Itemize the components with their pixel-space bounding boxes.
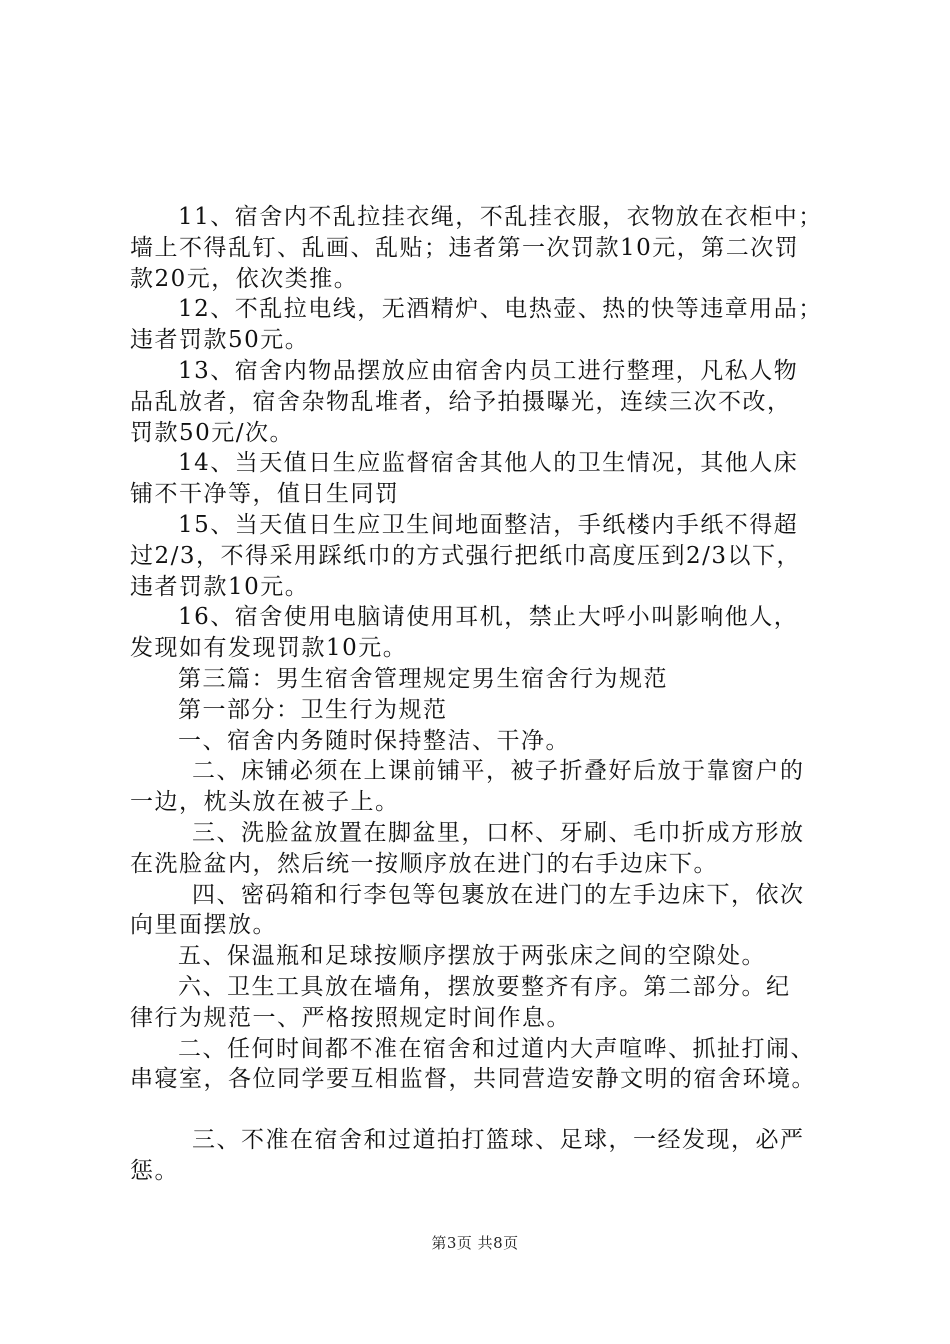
- text-line: 二、床铺必须在上课前铺平，被子折叠好后放于靠窗户的: [192, 758, 805, 785]
- text-line: 四、密码箱和行李包等包裹放在进门的左手边床下，依次: [192, 881, 805, 908]
- text-line: 第三篇：男生宿舍管理规定男生宿舍行为规范: [178, 665, 668, 692]
- text-line: 五、保温瓶和足球按顺序摆放于两张床之间的空隙处。: [178, 943, 766, 970]
- text-line: 11、宿舍内不乱拉挂衣绳，不乱挂衣服，衣物放在衣柜中；: [178, 204, 823, 230]
- text-line: 罚款50元/次。: [130, 419, 295, 446]
- text-line: 律行为规范一、严格按照规定时间作息。: [130, 1004, 571, 1031]
- text-line: 一、宿舍内务随时保持整洁、干净。: [178, 727, 570, 754]
- text-line: 12、不乱拉电线，无酒精炉、电热壶、热的快等违章用品；: [178, 296, 823, 323]
- text-line: 在洗脸盆内，然后统一按顺序放在进门的右手边床下。: [130, 850, 718, 877]
- text-line: 过2/3，不得采用踩纸巾的方式强行把纸巾高度压到2/3以下，: [130, 542, 802, 569]
- text-line: 向里面摆放。: [130, 912, 277, 939]
- page-footer: 第3页 共8页: [431, 1234, 519, 1252]
- text-line: 款20元，依次类推。: [130, 265, 359, 292]
- text-line: 违者罚款50元。: [130, 327, 310, 354]
- text-line: 墙上不得乱钉、乱画、乱贴；违者第一次罚款10元，第二次罚: [130, 234, 800, 261]
- text-line: 二、任何时间都不准在宿舍和过道内大声喧哗、抓扯打闹、: [178, 1035, 815, 1062]
- text-line: 16、宿舍使用电脑请使用耳机，禁止大呼小叫影响他人，: [178, 604, 799, 631]
- paragraph-block-after-gap: [130, 1125, 850, 1187]
- text-line: 六、卫生工具放在墙角，摆放要整齐有序。第二部分。纪: [178, 973, 791, 1000]
- text-line: 第一部分：卫生行为规范: [178, 696, 448, 723]
- document-body: [130, 202, 850, 1187]
- text-line: 发现如有发现罚款10元。: [130, 635, 408, 662]
- text-line: 铺不干净等，值日生同罚: [130, 481, 400, 508]
- paragraph-block: [130, 202, 850, 1095]
- text-line: 15、当天值日生应卫生间地面整洁，手纸楼内手纸不得超: [178, 511, 799, 538]
- text-line: 三、不准在宿舍和过道拍打篮球、足球，一经发现，必严: [192, 1127, 805, 1154]
- blank-line: [130, 1095, 850, 1125]
- text-line: 串寝室，各位同学要互相监督，共同营造安静文明的宿舍环境。: [130, 1066, 816, 1093]
- text-line: 惩。: [130, 1157, 179, 1184]
- text-line: 品乱放者，宿舍杂物乱堆者，给予拍摄曝光，连续三次不改，: [130, 388, 792, 415]
- text-line: 三、洗脸盆放置在脚盆里，口杯、牙刷、毛巾折成方形放: [192, 819, 805, 846]
- text-line: 14、当天值日生应监督宿舍其他人的卫生情况，其他人床: [178, 450, 799, 477]
- text-line: 违者罚款10元。: [130, 573, 310, 600]
- text-line: 13、宿舍内物品摆放应由宿舍内员工进行整理，凡私人物: [178, 357, 799, 384]
- text-line: 一边，枕头放在被子上。: [130, 789, 400, 816]
